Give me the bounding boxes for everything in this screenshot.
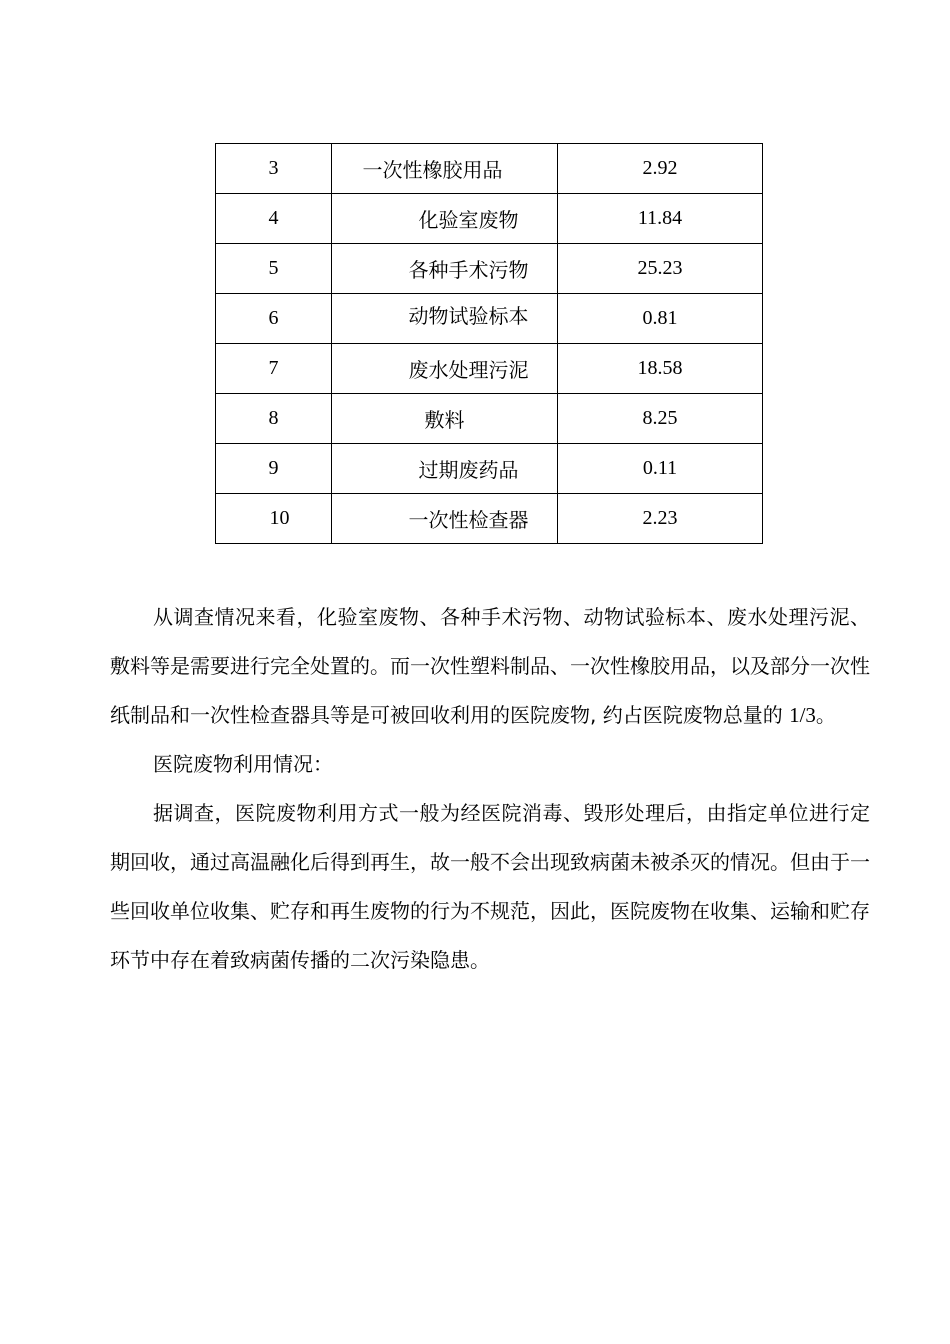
table-row bbox=[216, 344, 763, 394]
table-row bbox=[216, 394, 763, 444]
percentage-cell: 18.58 bbox=[558, 344, 763, 394]
row-number-cell: 5 bbox=[216, 244, 332, 294]
waste-type-cell bbox=[332, 144, 558, 194]
waste-type-cell bbox=[332, 394, 558, 444]
waste-type-label: 一次性检查器 bbox=[408, 508, 529, 532]
percentage-cell: 2.23 bbox=[558, 494, 763, 544]
table-row bbox=[216, 294, 763, 344]
waste-type-label: 动物试验标本 bbox=[408, 304, 529, 328]
percentage-cell: 0.11 bbox=[558, 444, 763, 494]
percentage-cell: 25.23 bbox=[558, 244, 763, 294]
table-row bbox=[216, 194, 763, 244]
waste-type-label: 敷料 bbox=[424, 408, 465, 432]
waste-type-cell bbox=[332, 344, 558, 394]
paragraph-text: 从调查情况来看，化验室废物、各种手术污物、动物试验标本、废水处理污泥、敷料等是需要进行完全处置的。而一次性塑料制品、一次性橡胶用品，以及部分一次性纸制品和一次性检查器具等是可被回收利用的医院废物, 约占医院废物总量的 bbox=[110, 605, 870, 727]
percentage-cell: 11.84 bbox=[558, 194, 763, 244]
waste-type-label: 化验室废物 bbox=[418, 208, 519, 232]
row-number-cell: 7 bbox=[216, 344, 332, 394]
body-text bbox=[110, 593, 870, 985]
waste-type-label: 一次性橡胶用品 bbox=[362, 158, 503, 182]
waste-type-label: 废水处理污泥 bbox=[408, 358, 529, 382]
paragraph-survey-findings bbox=[110, 593, 870, 740]
table-row bbox=[216, 494, 763, 544]
percentage-cell: 8.25 bbox=[558, 394, 763, 444]
waste-type-cell bbox=[332, 444, 558, 494]
row-number-cell bbox=[216, 494, 332, 544]
paragraph-end: 。 bbox=[815, 703, 836, 727]
row-number-cell: 3 bbox=[216, 144, 332, 194]
fraction-value: 1/3 bbox=[789, 703, 816, 727]
waste-type-cell bbox=[332, 244, 558, 294]
percentage-cell: 0.81 bbox=[558, 294, 763, 344]
table-row bbox=[216, 444, 763, 494]
waste-composition-table bbox=[215, 143, 763, 544]
table-row bbox=[216, 144, 763, 194]
table-row bbox=[216, 244, 763, 294]
paragraph-heading-utilization: 医院废物利用情况： bbox=[153, 752, 333, 776]
row-number-cell: 6 bbox=[216, 294, 332, 344]
row-number-cell: 4 bbox=[216, 194, 332, 244]
percentage-cell: 2.92 bbox=[558, 144, 763, 194]
waste-type-label: 各种手术污物 bbox=[408, 258, 529, 282]
paragraph-utilization-details: 据调查，医院废物利用方式一般为经医院消毒、毁形处理后，由指定单位进行定期回收，通过高温融化后得到再生，故一般不会出现致病菌未被杀灭的情况。但由于一些回收单位收集、贮存和再生废物的行为不规范，因此，医院废物在收集、运输和贮存环节中存在着致病菌传播的二次污染隐患。 bbox=[110, 801, 870, 972]
waste-type-label: 过期废药品 bbox=[418, 458, 519, 482]
waste-type-cell bbox=[332, 294, 558, 344]
row-number-cell: 9 bbox=[216, 444, 332, 494]
row-number-cell: 8 bbox=[216, 394, 332, 444]
waste-type-cell bbox=[332, 494, 558, 544]
waste-type-cell bbox=[332, 194, 558, 244]
row-number-label: 10 bbox=[269, 507, 290, 529]
